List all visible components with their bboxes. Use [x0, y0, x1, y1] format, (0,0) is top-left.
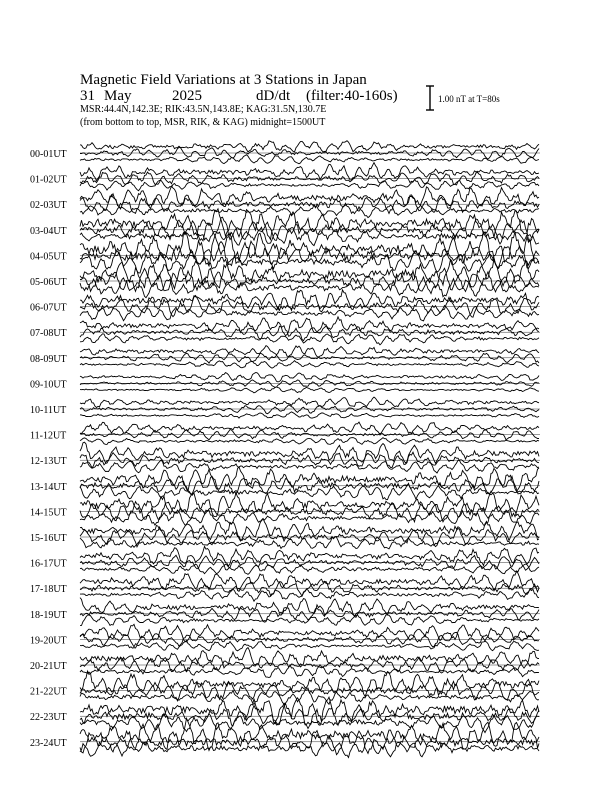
trace-kag — [80, 163, 539, 181]
trace-rik — [80, 326, 539, 341]
hour-label: 04-05UT — [30, 251, 67, 263]
trace-rik — [80, 730, 539, 755]
trace-rik — [80, 380, 539, 387]
hour-label: 13-14UT — [30, 481, 67, 493]
hour-label: 14-15UT — [30, 507, 67, 519]
hour-label: 16-17UT — [30, 558, 67, 570]
hour-label: 10-11UT — [30, 405, 67, 416]
hour-label: 22-23UT — [30, 712, 67, 724]
hour-label: 05-06UT — [30, 277, 67, 288]
chart-title: Magnetic Field Variations at 3 Stations in Japan — [80, 72, 367, 88]
hour-label: 15-16UT — [30, 533, 67, 544]
hour-label: 08-09UT — [30, 353, 67, 365]
quantity-label: dD/dt — [256, 88, 291, 104]
trace-msr — [80, 155, 539, 164]
trace-msr — [80, 589, 539, 601]
date-year: 2025 — [172, 88, 202, 104]
hour-label: 17-18UT — [30, 584, 67, 596]
trace-msr — [80, 387, 539, 393]
trace-kag — [80, 373, 539, 382]
trace-rik — [80, 679, 539, 700]
trace-msr — [80, 665, 539, 678]
trace-rik — [80, 405, 539, 414]
filter-label: (filter:40-160s) — [306, 88, 398, 104]
station-order-note: (from bottom to top, MSR, RIK, & KAG) midnight=1500UT — [80, 117, 326, 128]
trace-kag — [80, 397, 539, 407]
hour-label: 23-24UT — [30, 737, 67, 749]
trace-msr — [80, 615, 539, 626]
hour-label: 21-22UT — [30, 686, 67, 698]
date-day: 31 — [80, 88, 95, 104]
hour-label: 07-08UT — [30, 328, 67, 340]
trace-rik — [80, 502, 539, 522]
station-info: MSR:44.4N,142.3E; RIK:43.5N,143.8E; KAG:31.5N,130.7E — [80, 104, 327, 115]
hour-label: 09-10UT — [30, 379, 67, 391]
trace-rik — [80, 353, 539, 363]
scale-bar-label: 1.00 nT at T=80s — [438, 94, 500, 104]
hour-label: 03-04UT — [30, 225, 67, 237]
trace-kag — [80, 346, 539, 358]
trace-msr — [80, 361, 539, 369]
hour-label: 12-13UT — [30, 456, 67, 468]
hour-label: 11-12UT — [30, 430, 67, 442]
hour-label: 20-21UT — [30, 661, 67, 672]
hour-label: 00-01UT — [30, 149, 67, 160]
trace-msr — [80, 334, 539, 345]
date-month: May — [104, 88, 132, 104]
trace-msr — [80, 564, 539, 574]
trace-kag — [80, 697, 539, 725]
trace-kag — [80, 467, 539, 492]
hour-label: 02-03UT — [30, 200, 67, 212]
trace-msr — [80, 460, 539, 473]
trace-kag — [80, 718, 539, 750]
trace-rik — [80, 241, 539, 269]
hour-label: 19-20UT — [30, 635, 67, 647]
hour-label: 18-19UT — [30, 609, 67, 621]
hour-label: 06-07UT — [30, 302, 67, 314]
hour-label: 01-02UT — [30, 174, 67, 186]
trace-msr — [80, 713, 539, 733]
trace-msr — [80, 438, 539, 445]
